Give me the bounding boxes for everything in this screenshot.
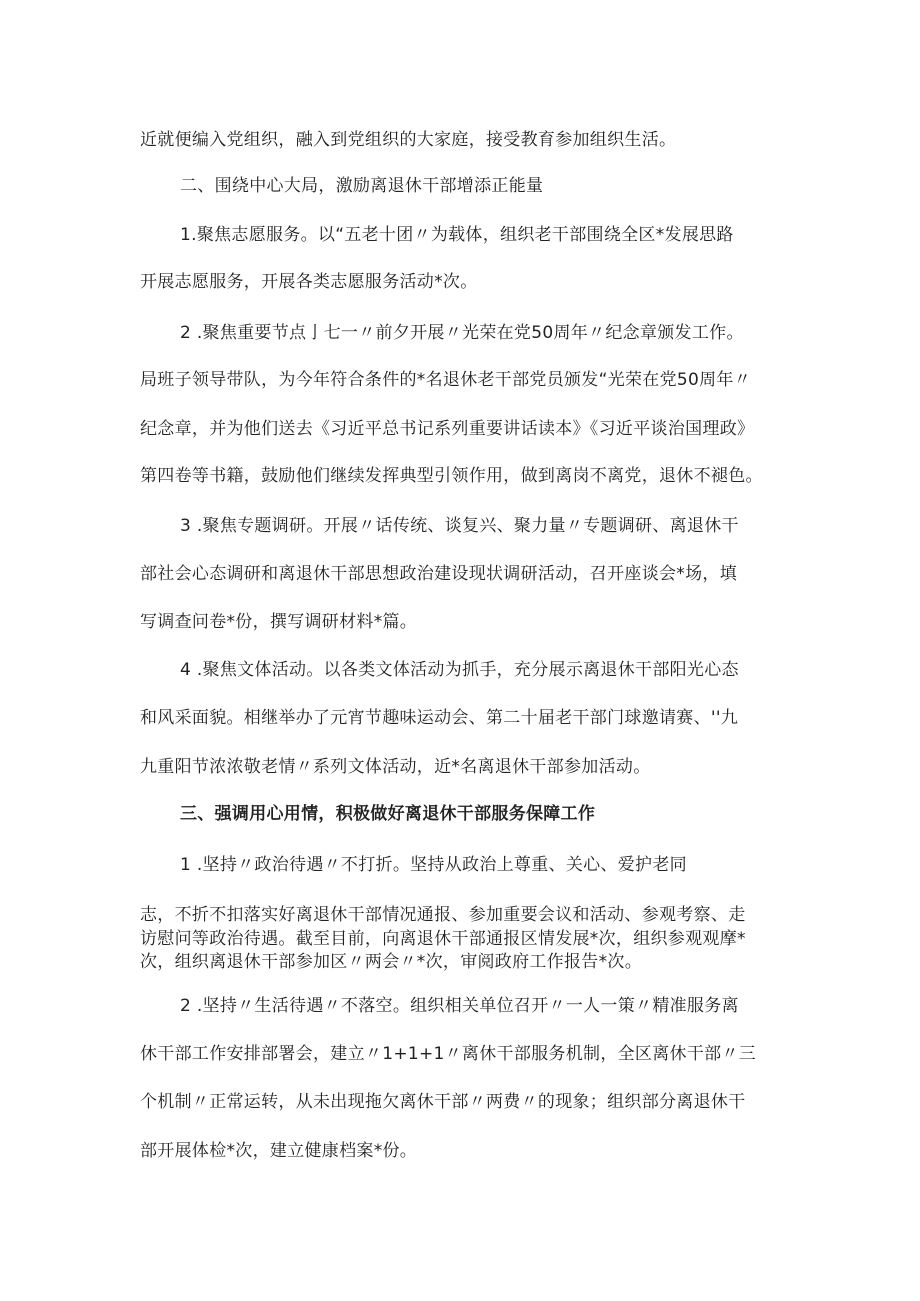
- section-heading: 二、围绕中心大局，激励离退休干部增添正能量: [180, 176, 544, 196]
- paragraph-line: 1.聚焦志愿服务。以“五老十团〃为载体，组织老干部围绕全区*发展思路: [180, 225, 734, 245]
- paragraph-line: 4 .聚焦文体活动。以各类文体活动为抓手，充分展示离退休干部阳光心态: [180, 660, 739, 680]
- paragraph-line: 休干部工作安排部署会，建立〃1+1+1〃离休干部服务机制，全区离休干部〃三: [140, 1044, 757, 1064]
- paragraph-line: 局班子领导带队，为今年符合条件的*名退休老干部党员颁发“光荣在党50周年〃: [140, 370, 752, 390]
- paragraph-line: 九重阳节浓浓敬老情〃系列文体活动，近*名离退休干部参加活动。: [140, 757, 651, 777]
- paragraph-line: 开展志愿服务，开展各类志愿服务活动*次。: [140, 272, 478, 292]
- paragraph-line: 1 .坚持〃政治待遇〃不打折。坚持从政治上尊重、关心、爱护老同: [180, 855, 687, 875]
- paragraph-line: 部社会心态调研和离退休干部思想政治建设现状调研活动，召开座谈会*场，填: [140, 564, 737, 584]
- paragraph-line: 和风采面貌。相继举办了元宵节趣味运动会、第二十届老干部门球邀请赛、''九: [140, 708, 739, 728]
- paragraph-line: 2 .聚焦重要节点亅七一〃前夕开展〃光荣在党50周年〃纪念章颁发工作。: [180, 323, 744, 343]
- paragraph-line: 次，组织离退休干部参加区〃两会〃*次，审阅政府工作报告*次。: [140, 952, 642, 972]
- paragraph-line: 部开展体检*次，建立健康档案*份。: [140, 1141, 418, 1161]
- paragraph-line: 纪念章，并为他们送去《习近平总书记系列重要讲话读本》《习近平谈治国理政》: [140, 419, 755, 439]
- paragraph-line: 近就便编入党组织，融入到党组织的大家庭，接受教育参加组织生活。: [140, 130, 677, 150]
- paragraph-line: 志，不折不扣落实好离退休干部情况通报、参加重要会议和活动、参观考察、走: [140, 905, 746, 925]
- paragraph-line: 2 .坚持〃生活待遇〃不落空。组织相关单位召开〃一人一策〃精准服务离: [180, 996, 739, 1016]
- section-heading: 三、强调用心用情，积极做好离退休干部服务保障工作: [180, 804, 596, 824]
- paragraph-line: 个机制〃正常运转，从未出现拖欠离休干部〃两费〃的现象；组织部分离退休干: [140, 1092, 746, 1112]
- paragraph-line: 访慰问等政治待遇。截至目前，向离退休干部通报区情发展*次，组织参观观摩*: [140, 929, 746, 949]
- paragraph-line: 第四卷等书籍，鼓励他们继续发挥典型引领作用，做到离岗不离党，退休不褪色。: [140, 466, 763, 486]
- paragraph-line: 写调查问卷*份，撰写调研材料*篇。: [140, 612, 418, 632]
- paragraph-line: 3 .聚焦专题调研。开展〃话传统、谈复兴、聚力量〃专题调研、离退休干: [180, 516, 739, 536]
